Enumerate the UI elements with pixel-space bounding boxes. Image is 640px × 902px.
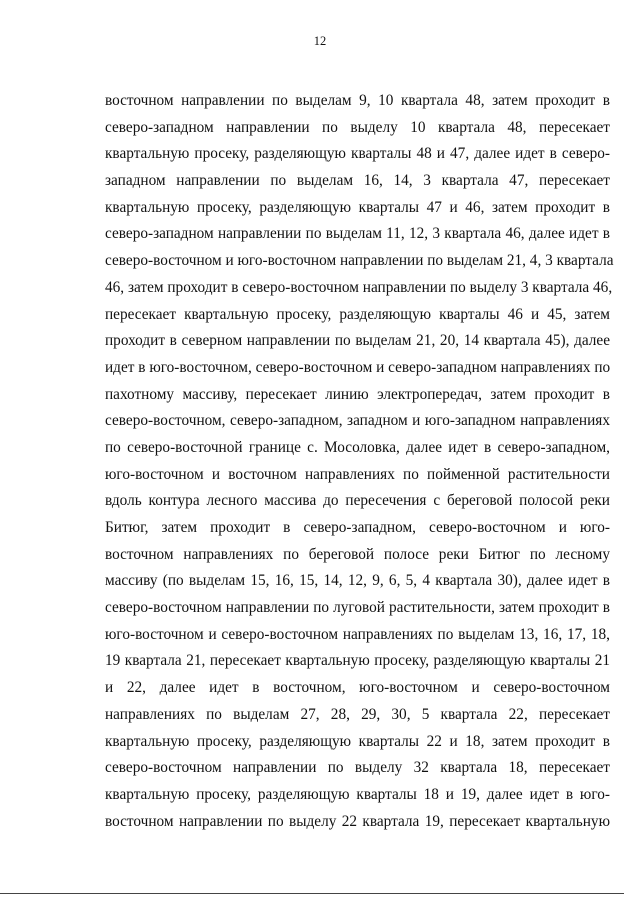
text-line: северо-восточном и юго-восточном направлении по выделам 21, 4, 3 квартала bbox=[105, 252, 614, 270]
text-line: восточном направлениях по береговой полосе реки Битюг по лесному bbox=[105, 545, 610, 563]
text-line: западном направлении по выделам 16, 14, 3 квартала 47, пересекает bbox=[105, 172, 610, 190]
text-line: 46, затем проходит в северо-восточном направлении по выделу 3 квартала 46, bbox=[105, 278, 613, 296]
text-line: пересекает квартальную просеку, разделяющую кварталы 46 и 45, затем bbox=[105, 305, 610, 323]
page-number: 12 bbox=[313, 34, 327, 48]
text-line: и 22, далее идет в восточном, юго-восточном и северо-восточном bbox=[105, 679, 610, 697]
text-line: квартальную просеку, разделяющую кварталы 18 и 19, далее идет в юго- bbox=[105, 785, 610, 803]
text-line: северо-восточном направлении по луговой растительности, затем проходит в bbox=[105, 599, 610, 617]
text-line: квартальную просеку, разделяющую кварталы 22 и 18, затем проходит в bbox=[105, 732, 610, 750]
text-line: юго-восточном и северо-восточном направлениях по выделам 13, 16, 17, 18, bbox=[105, 625, 610, 643]
text-line: массиву (по выделам 15, 16, 15, 14, 12, 9, 6, 5, 4 квартала 30), далее идет в bbox=[105, 572, 610, 590]
text-line: 19 квартала 21, пересекает квартальную просеку, разделяющую кварталы 21 bbox=[105, 652, 610, 670]
text-line: северо-восточном, северо-западном, западном и юго-западном направлениях bbox=[105, 412, 610, 430]
text-line: вдоль контура лесного массива до пересечения с береговой полосой реки bbox=[105, 492, 610, 510]
text-line: Битюг, затем проходит в северо-западном, северо-восточном и юго- bbox=[105, 519, 610, 536]
text-line: по северо-восточной границе с. Мосоловка, далее идет в северо-западном, bbox=[105, 438, 610, 456]
text-line: северо-восточном направлении по выделу 32 квартала 18, пересекает bbox=[105, 759, 610, 777]
text-line: восточном направлении по выделам 9, 10 квартала 48, затем проходит в bbox=[105, 92, 610, 109]
text-line: квартальную просеку, разделяющую кварталы 47 и 46, затем проходит в bbox=[105, 198, 610, 216]
text-line: юго-восточном и восточном направлениях по пойменной растительности bbox=[105, 465, 610, 483]
text-line: направлениях по выделам 27, 28, 29, 30, 5 квартала 22, пересекает bbox=[105, 705, 610, 723]
text-line: северо-западном направлении по выделу 10 квартала 48, пересекает bbox=[105, 118, 610, 136]
text-line: пахотному массиву, пересекает линию электропередач, затем проходит в bbox=[105, 385, 610, 403]
text-line: северо-западном направлении по выделам 11, 12, 3 квартала 46, далее идет в bbox=[105, 225, 610, 243]
text-line: проходит в северном направлении по выделам 21, 20, 14 квартала 45), далее bbox=[105, 332, 610, 350]
page-bottom-edge bbox=[0, 893, 624, 894]
text-line: идет в юго-восточном, северо-восточном и северо-западном направлениях по bbox=[105, 358, 611, 376]
body-text bbox=[105, 88, 614, 835]
text-line: квартальную просеку, разделяющую кварталы 48 и 47, далее идет в северо- bbox=[105, 145, 610, 163]
text-line: восточном направлении по выделу 22 квартала 19, пересекает квартальную bbox=[105, 812, 610, 830]
